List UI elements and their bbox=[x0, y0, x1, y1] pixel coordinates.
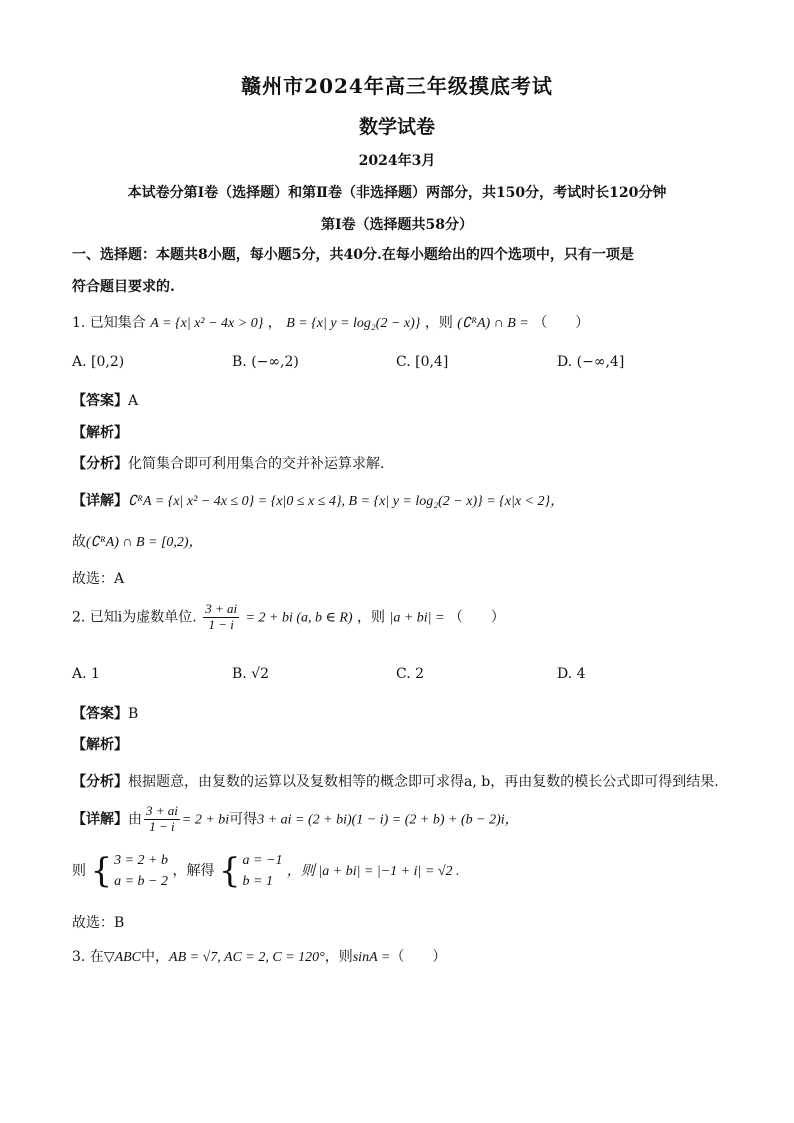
q1-fenxi-text: 化简集合即可利用集合的交并补运算求解. bbox=[128, 456, 385, 472]
q3-expression: sinA = bbox=[352, 950, 391, 965]
q1-option-b: B. (−∞,2) bbox=[232, 354, 299, 370]
q2-prefix: 2. 已知i为虚数单位. bbox=[72, 609, 197, 626]
q2-system-2 bbox=[219, 850, 283, 892]
q2-option-c: C. 2 bbox=[396, 666, 425, 682]
q2-system-1-brace: { bbox=[90, 851, 113, 891]
q2-final: ，则 |a + bi| = |−1 + i| = √2 . bbox=[286, 864, 460, 879]
q3-mid: 中， bbox=[141, 949, 170, 965]
q2-detail-fraction bbox=[144, 804, 180, 835]
q2-fraction-numerator: 3 + ai bbox=[205, 601, 238, 616]
exam-date: 2024年3月 bbox=[358, 153, 436, 169]
q1-answer-tag: 【答案】 bbox=[72, 393, 128, 409]
q1-detail-text: ∁ᴿA = {x| x² − 4x ≤ 0} = {x|0 ≤ x ≤ 4}, B = {x| y = log₂(2 − x)} = {x|x < 2}， bbox=[128, 494, 565, 509]
q2-fenxi bbox=[72, 771, 719, 791]
q2-solve: ，解得 bbox=[172, 863, 215, 879]
q1-set-b: B = {x| y = log₂(2 − x)} bbox=[286, 316, 421, 331]
section1-instruction-line2: 符合题目要求的. bbox=[72, 279, 175, 295]
q2-detail bbox=[72, 804, 519, 835]
q2-paren: （ ） bbox=[448, 609, 505, 626]
q1-analysis-tag bbox=[72, 422, 128, 442]
q2-detail-mid: 可得 bbox=[229, 811, 258, 828]
q3-paren: （ ） bbox=[390, 949, 447, 965]
q1-so-prefix: 故 bbox=[72, 534, 86, 550]
section1-instruction-line1: 一、选择题：本题共8小题，每小题5分，共40分.在每小题给出的四个选项中，只有一项是 bbox=[72, 247, 634, 263]
q1-paren: （ ） bbox=[533, 315, 590, 331]
question-1-stem bbox=[72, 312, 589, 332]
q2-answer-value: B bbox=[128, 706, 139, 722]
q2-option-d: D. 4 bbox=[557, 666, 586, 682]
q1-choose: 故选：A bbox=[72, 571, 125, 587]
q2-analysis-label: 【解析】 bbox=[72, 737, 128, 753]
q2-system-1 bbox=[90, 850, 168, 892]
q1-option-c: C. [0,4] bbox=[396, 354, 449, 370]
q2-detail-tag: 【详解】 bbox=[72, 811, 128, 828]
q2-analysis-tag bbox=[72, 734, 128, 754]
exam-title: 赣州市2024年高三年级摸底考试 bbox=[241, 74, 553, 98]
q2-choose: 故选：B bbox=[72, 915, 125, 931]
q2-system-1-row-1: 3 = 2 + b bbox=[114, 853, 168, 868]
q2-detail-numerator: 3 + ai bbox=[146, 803, 178, 818]
q2-equation: = 2 + bi (a, b ∈ R) bbox=[245, 610, 353, 626]
q1-fenxi bbox=[72, 453, 384, 473]
q1-conclusion bbox=[72, 531, 203, 551]
q1-option-d: D. (−∞,4] bbox=[557, 354, 625, 370]
q2-fraction bbox=[203, 602, 239, 633]
q2-answer-tag: 【答案】 bbox=[72, 706, 128, 722]
q3-triangle: ▽ABC bbox=[103, 950, 142, 965]
q2-fraction-denominator: 1 − i bbox=[208, 616, 234, 632]
q2-fenxi-text: 根据题意，由复数的运算以及复数相等的概念即可求得a, b，再由复数的模长公式即可得到结果. bbox=[128, 774, 719, 790]
q1-comma: ， bbox=[267, 315, 282, 331]
q1-prefix: 1. 已知集合 bbox=[72, 315, 146, 331]
question-2-stem bbox=[72, 602, 505, 633]
subject-title: 数学试卷 bbox=[358, 116, 435, 138]
q2-detail-denominator: 1 − i bbox=[149, 818, 175, 834]
part1-heading: 第Ⅰ卷（选择题共58分） bbox=[320, 217, 474, 233]
q1-answer-value: A bbox=[128, 393, 139, 409]
q1-fenxi-tag: 【分析】 bbox=[72, 456, 128, 472]
q2-then: 则 bbox=[72, 863, 86, 879]
q2-detail-rest: 3 + ai = (2 + bi)(1 − i) = (2 + b) + (b − 2)i， bbox=[257, 812, 519, 828]
q2-expression: |a + bi| = bbox=[389, 610, 445, 626]
q1-ask: ，则 bbox=[424, 315, 453, 331]
q1-detail bbox=[72, 490, 564, 510]
q2-system-1-row-2: a = b − 2 bbox=[114, 874, 168, 889]
q3-ask: ，则 bbox=[324, 949, 353, 965]
exam-intro: 本试卷分第Ⅰ卷（选择题）和第Ⅱ卷（非选择题）两部分，共150分，考试时长120分钟 bbox=[127, 185, 667, 201]
q3-prefix: 3. 在 bbox=[72, 949, 104, 965]
q2-system-2-row-1: a = −1 bbox=[242, 853, 283, 868]
q1-expression: (∁ᴿA) ∩ B = bbox=[457, 316, 529, 331]
q1-option-a: A. [0,2) bbox=[72, 354, 125, 370]
q2-detail-eq: = 2 + bi bbox=[181, 812, 230, 828]
q2-detail-by: 由 bbox=[128, 811, 142, 828]
q2-option-b: B. √2 bbox=[232, 666, 270, 682]
q1-so-expression: (∁ᴿA) ∩ B = [0,2)， bbox=[86, 535, 203, 550]
q1-analysis-label: 【解析】 bbox=[72, 425, 128, 441]
q2-system-2-row-2: b = 1 bbox=[242, 874, 273, 889]
q1-detail-tag: 【详解】 bbox=[72, 493, 128, 509]
q2-ask: ，则 bbox=[357, 609, 386, 626]
q2-system-2-brace: { bbox=[218, 851, 241, 891]
question-3-stem bbox=[72, 946, 446, 966]
q2-system-line bbox=[72, 850, 460, 892]
q3-conditions: AB = √7, AC = 2, C = 120° bbox=[169, 950, 325, 965]
q2-fenxi-tag: 【分析】 bbox=[72, 774, 128, 790]
q2-answer bbox=[72, 703, 138, 723]
q2-option-a: A. 1 bbox=[72, 666, 100, 682]
q1-answer bbox=[72, 390, 138, 410]
q1-set-a: A = {x| x² − 4x > 0} bbox=[150, 316, 264, 331]
